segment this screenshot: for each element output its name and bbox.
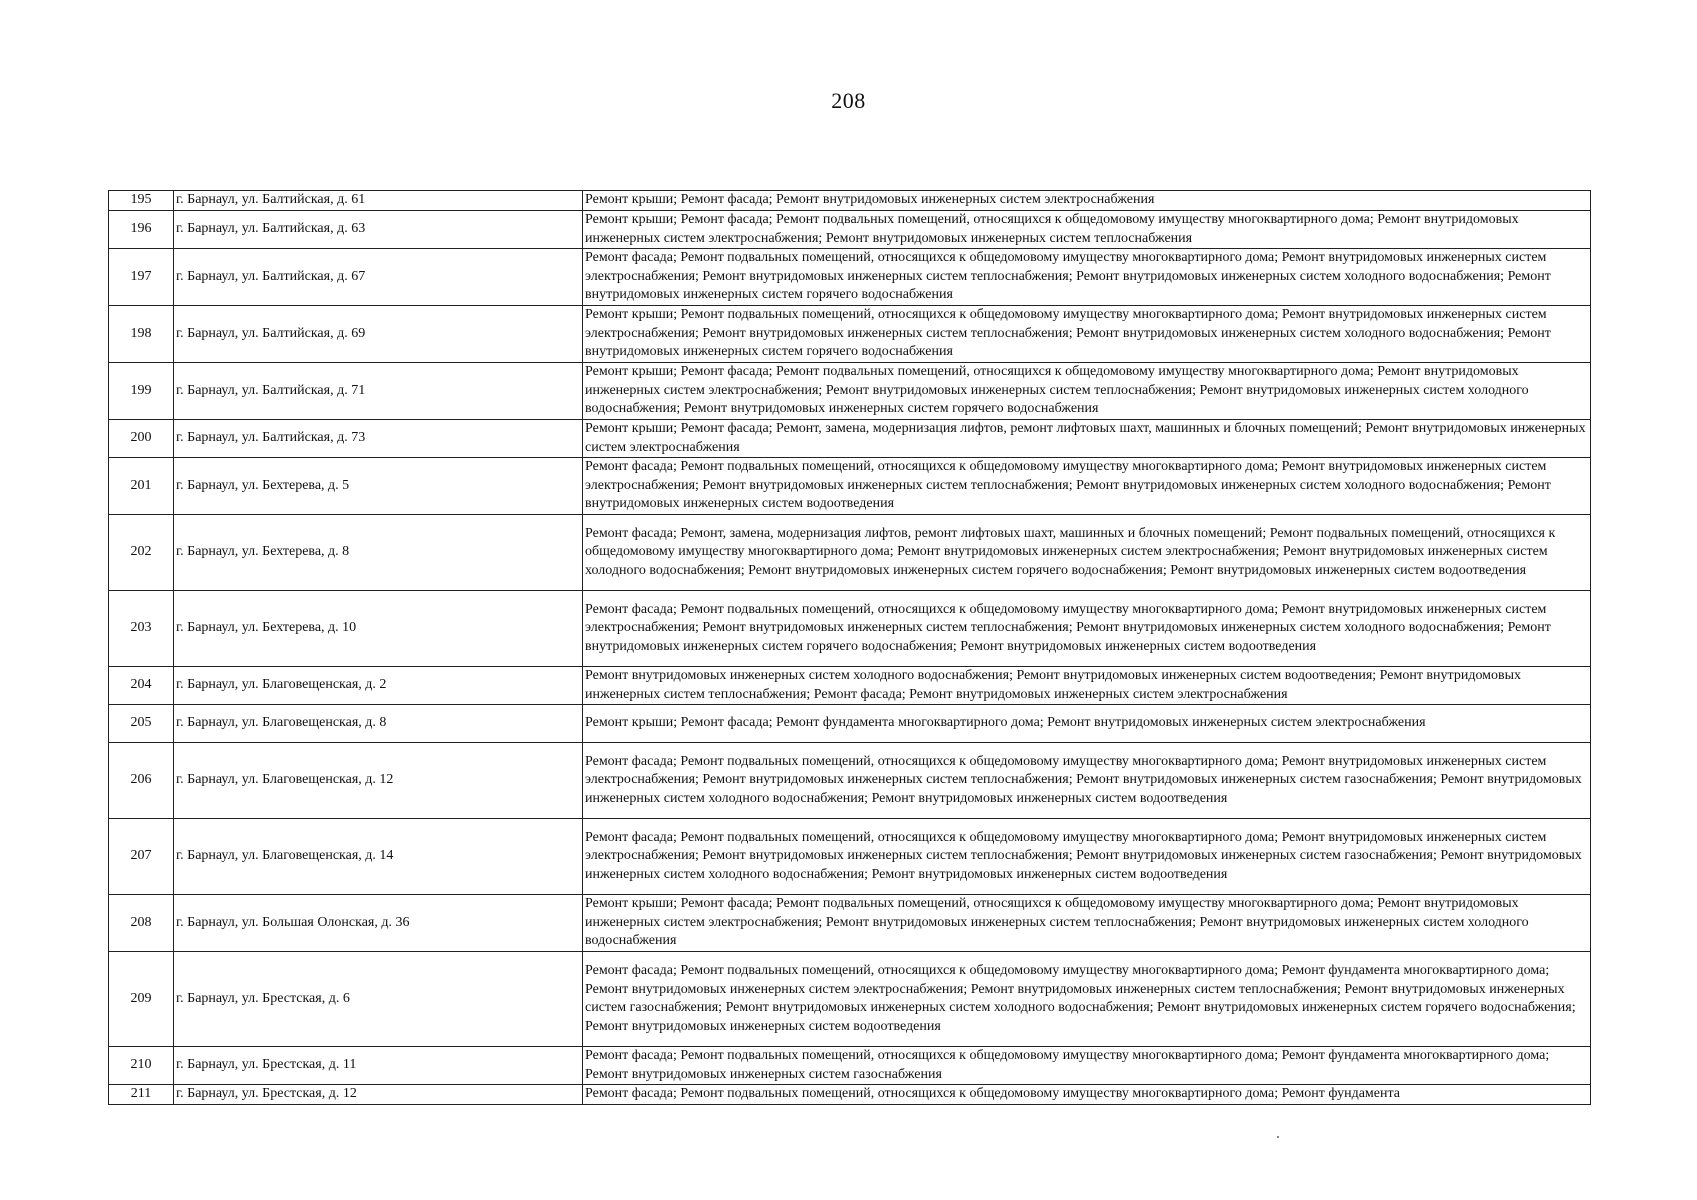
row-address: г. Барнаул, ул. Бехтерева, д. 10 [174, 591, 583, 667]
row-works: Ремонт фасада; Ремонт подвальных помещений, относящихся к общедомовому имуществу многоквартирного дома; Ремонт фундамента многоквартирного дома; Ремонт внутридомовых инженерных систем электроснабжения; Ремонт внутридомовых инженерных систем теплоснабжения; Ремонт внутридомовых инженерных систем газоснабжения; Ремонт внутридомовых инженерных систем холодного водоснабжения; Ремонт внутридомовых инженерных систем горячего водоснабжения; Ремонт внутридомовых инженерных систем водоотведения [583, 952, 1591, 1047]
row-works: Ремонт фасада; Ремонт, замена, модернизация лифтов, ремонт лифтовых шахт, машинных и блочных помещений; Ремонт подвальных помещений, относящихся к общедомовому имуществу многоквартирного дома; Ремонт внутридомовых инженерных систем электроснабжения; Ремонт внутридомовых инженерных систем холодного водоснабжения; Ремонт внутридомовых инженерных систем горячего водоснабжения; Ремонт внутридомовых инженерных систем водоотведения [583, 515, 1591, 591]
row-number: 203 [109, 591, 174, 667]
row-number: 207 [109, 819, 174, 895]
table-row [109, 591, 1591, 667]
row-address: г. Барнаул, ул. Благовещенская, д. 14 [174, 819, 583, 895]
row-address: г. Барнаул, ул. Большая Олонская, д. 36 [174, 895, 583, 952]
row-number: 211 [109, 1085, 174, 1105]
row-address: г. Барнаул, ул. Балтийская, д. 61 [174, 191, 583, 211]
row-address: г. Барнаул, ул. Брестская, д. 11 [174, 1047, 583, 1085]
row-address: г. Барнаул, ул. Балтийская, д. 67 [174, 249, 583, 306]
table-row [109, 743, 1591, 819]
table-row [109, 515, 1591, 591]
table-row [109, 211, 1591, 249]
table-row [109, 895, 1591, 952]
row-address: г. Барнаул, ул. Балтийская, д. 71 [174, 363, 583, 420]
row-works: Ремонт фасада; Ремонт подвальных помещений, относящихся к общедомовому имуществу многоквартирного дома; Ремонт внутридомовых инженерных систем электроснабжения; Ремонт внутридомовых инженерных систем теплоснабжения; Ремонт внутридомовых инженерных систем холодного водоснабжения; Ремонт внутридомовых инженерных систем горячего водоснабжения; Ремонт внутридомовых инженерных систем водоотведения [583, 591, 1591, 667]
row-address: г. Барнаул, ул. Брестская, д. 12 [174, 1085, 583, 1105]
table-row [109, 705, 1591, 743]
table-row [109, 363, 1591, 420]
scan-speck [1277, 1136, 1279, 1138]
row-number: 199 [109, 363, 174, 420]
row-number: 198 [109, 306, 174, 363]
row-number: 195 [109, 191, 174, 211]
table-row [109, 420, 1591, 458]
row-number: 209 [109, 952, 174, 1047]
row-works: Ремонт фасада; Ремонт подвальных помещений, относящихся к общедомовому имуществу многоквартирного дома; Ремонт фундамента [583, 1085, 1591, 1105]
row-works: Ремонт крыши; Ремонт фасада; Ремонт подвальных помещений, относящихся к общедомовому имуществу многоквартирного дома; Ремонт внутридомовых инженерных систем электроснабжения; Ремонт внутридомовых инженерных систем теплоснабжения [583, 211, 1591, 249]
row-works: Ремонт фасада; Ремонт подвальных помещений, относящихся к общедомовому имуществу многоквартирного дома; Ремонт внутридомовых инженерных систем электроснабжения; Ремонт внутридомовых инженерных систем теплоснабжения; Ремонт внутридомовых инженерных систем газоснабжения; Ремонт внутридомовых инженерных систем холодного водоснабжения; Ремонт внутридомовых инженерных систем водоотведения [583, 819, 1591, 895]
row-works: Ремонт крыши; Ремонт подвальных помещений, относящихся к общедомовому имуществу многоквартирного дома; Ремонт внутридомовых инженерных систем электроснабжения; Ремонт внутридомовых инженерных систем теплоснабжения; Ремонт внутридомовых инженерных систем холодного водоснабжения; Ремонт внутридомовых инженерных систем горячего водоснабжения [583, 306, 1591, 363]
row-address: г. Барнаул, ул. Балтийская, д. 73 [174, 420, 583, 458]
table-row [109, 1047, 1591, 1085]
repair-works-table [108, 190, 1591, 1105]
row-works: Ремонт крыши; Ремонт фасада; Ремонт подвальных помещений, относящихся к общедомовому имуществу многоквартирного дома; Ремонт внутридомовых инженерных систем электроснабжения; Ремонт внутридомовых инженерных систем теплоснабжения; Ремонт внутридомовых инженерных систем холодного водоснабжения [583, 895, 1591, 952]
row-number: 197 [109, 249, 174, 306]
row-works: Ремонт крыши; Ремонт фасада; Ремонт внутридомовых инженерных систем электроснабжения [583, 191, 1591, 211]
row-works: Ремонт фасада; Ремонт подвальных помещений, относящихся к общедомовому имуществу многоквартирного дома; Ремонт внутридомовых инженерных систем электроснабжения; Ремонт внутридомовых инженерных систем теплоснабжения; Ремонт внутридомовых инженерных систем холодного водоснабжения; Ремонт внутридомовых инженерных систем горячего водоснабжения [583, 249, 1591, 306]
table-row [109, 667, 1591, 705]
table-row [109, 191, 1591, 211]
table-row [109, 458, 1591, 515]
row-address: г. Барнаул, ул. Балтийская, д. 69 [174, 306, 583, 363]
table-row [109, 249, 1591, 306]
row-works: Ремонт крыши; Ремонт фасада; Ремонт подвальных помещений, относящихся к общедомовому имуществу многоквартирного дома; Ремонт внутридомовых инженерных систем электроснабжения; Ремонт внутридомовых инженерных систем теплоснабжения; Ремонт внутридомовых инженерных систем холодного водоснабжения; Ремонт внутридомовых инженерных систем горячего водоснабжения [583, 363, 1591, 420]
row-number: 196 [109, 211, 174, 249]
row-address: г. Барнаул, ул. Благовещенская, д. 8 [174, 705, 583, 743]
row-works: Ремонт фасада; Ремонт подвальных помещений, относящихся к общедомовому имуществу многоквартирного дома; Ремонт внутридомовых инженерных систем электроснабжения; Ремонт внутридомовых инженерных систем теплоснабжения; Ремонт внутридомовых инженерных систем газоснабжения; Ремонт внутридомовых инженерных систем холодного водоснабжения; Ремонт внутридомовых инженерных систем водоотведения [583, 743, 1591, 819]
row-number: 204 [109, 667, 174, 705]
row-number: 206 [109, 743, 174, 819]
row-address: г. Барнаул, ул. Брестская, д. 6 [174, 952, 583, 1047]
row-works: Ремонт фасада; Ремонт подвальных помещений, относящихся к общедомовому имуществу многоквартирного дома; Ремонт внутридомовых инженерных систем электроснабжения; Ремонт внутридомовых инженерных систем теплоснабжения; Ремонт внутридомовых инженерных систем холодного водоснабжения; Ремонт внутридомовых инженерных систем водоотведения [583, 458, 1591, 515]
table-row [109, 819, 1591, 895]
table-row [109, 306, 1591, 363]
row-address: г. Барнаул, ул. Бехтерева, д. 5 [174, 458, 583, 515]
table-row [109, 952, 1591, 1047]
row-address: г. Барнаул, ул. Бехтерева, д. 8 [174, 515, 583, 591]
row-number: 202 [109, 515, 174, 591]
row-works: Ремонт внутридомовых инженерных систем холодного водоснабжения; Ремонт внутридомовых инженерных систем водоотведения; Ремонт внутридомовых инженерных систем теплоснабжения; Ремонт фасада; Ремонт внутридомовых инженерных систем электроснабжения [583, 667, 1591, 705]
row-works: Ремонт крыши; Ремонт фасада; Ремонт фундамента многоквартирного дома; Ремонт внутридомовых инженерных систем электроснабжения [583, 705, 1591, 743]
row-works: Ремонт фасада; Ремонт подвальных помещений, относящихся к общедомовому имуществу многоквартирного дома; Ремонт фундамента многоквартирного дома; Ремонт внутридомовых инженерных систем газоснабжения [583, 1047, 1591, 1085]
row-number: 205 [109, 705, 174, 743]
row-works: Ремонт крыши; Ремонт фасада; Ремонт, замена, модернизация лифтов, ремонт лифтовых шахт, машинных и блочных помещений; Ремонт внутридомовых инженерных систем электроснабжения [583, 420, 1591, 458]
page-number: 208 [831, 88, 866, 113]
row-address: г. Барнаул, ул. Благовещенская, д. 2 [174, 667, 583, 705]
row-address: г. Барнаул, ул. Благовещенская, д. 12 [174, 743, 583, 819]
row-number: 200 [109, 420, 174, 458]
row-number: 208 [109, 895, 174, 952]
row-address: г. Барнаул, ул. Балтийская, д. 63 [174, 211, 583, 249]
row-number: 210 [109, 1047, 174, 1085]
table-row [109, 1085, 1591, 1105]
row-number: 201 [109, 458, 174, 515]
